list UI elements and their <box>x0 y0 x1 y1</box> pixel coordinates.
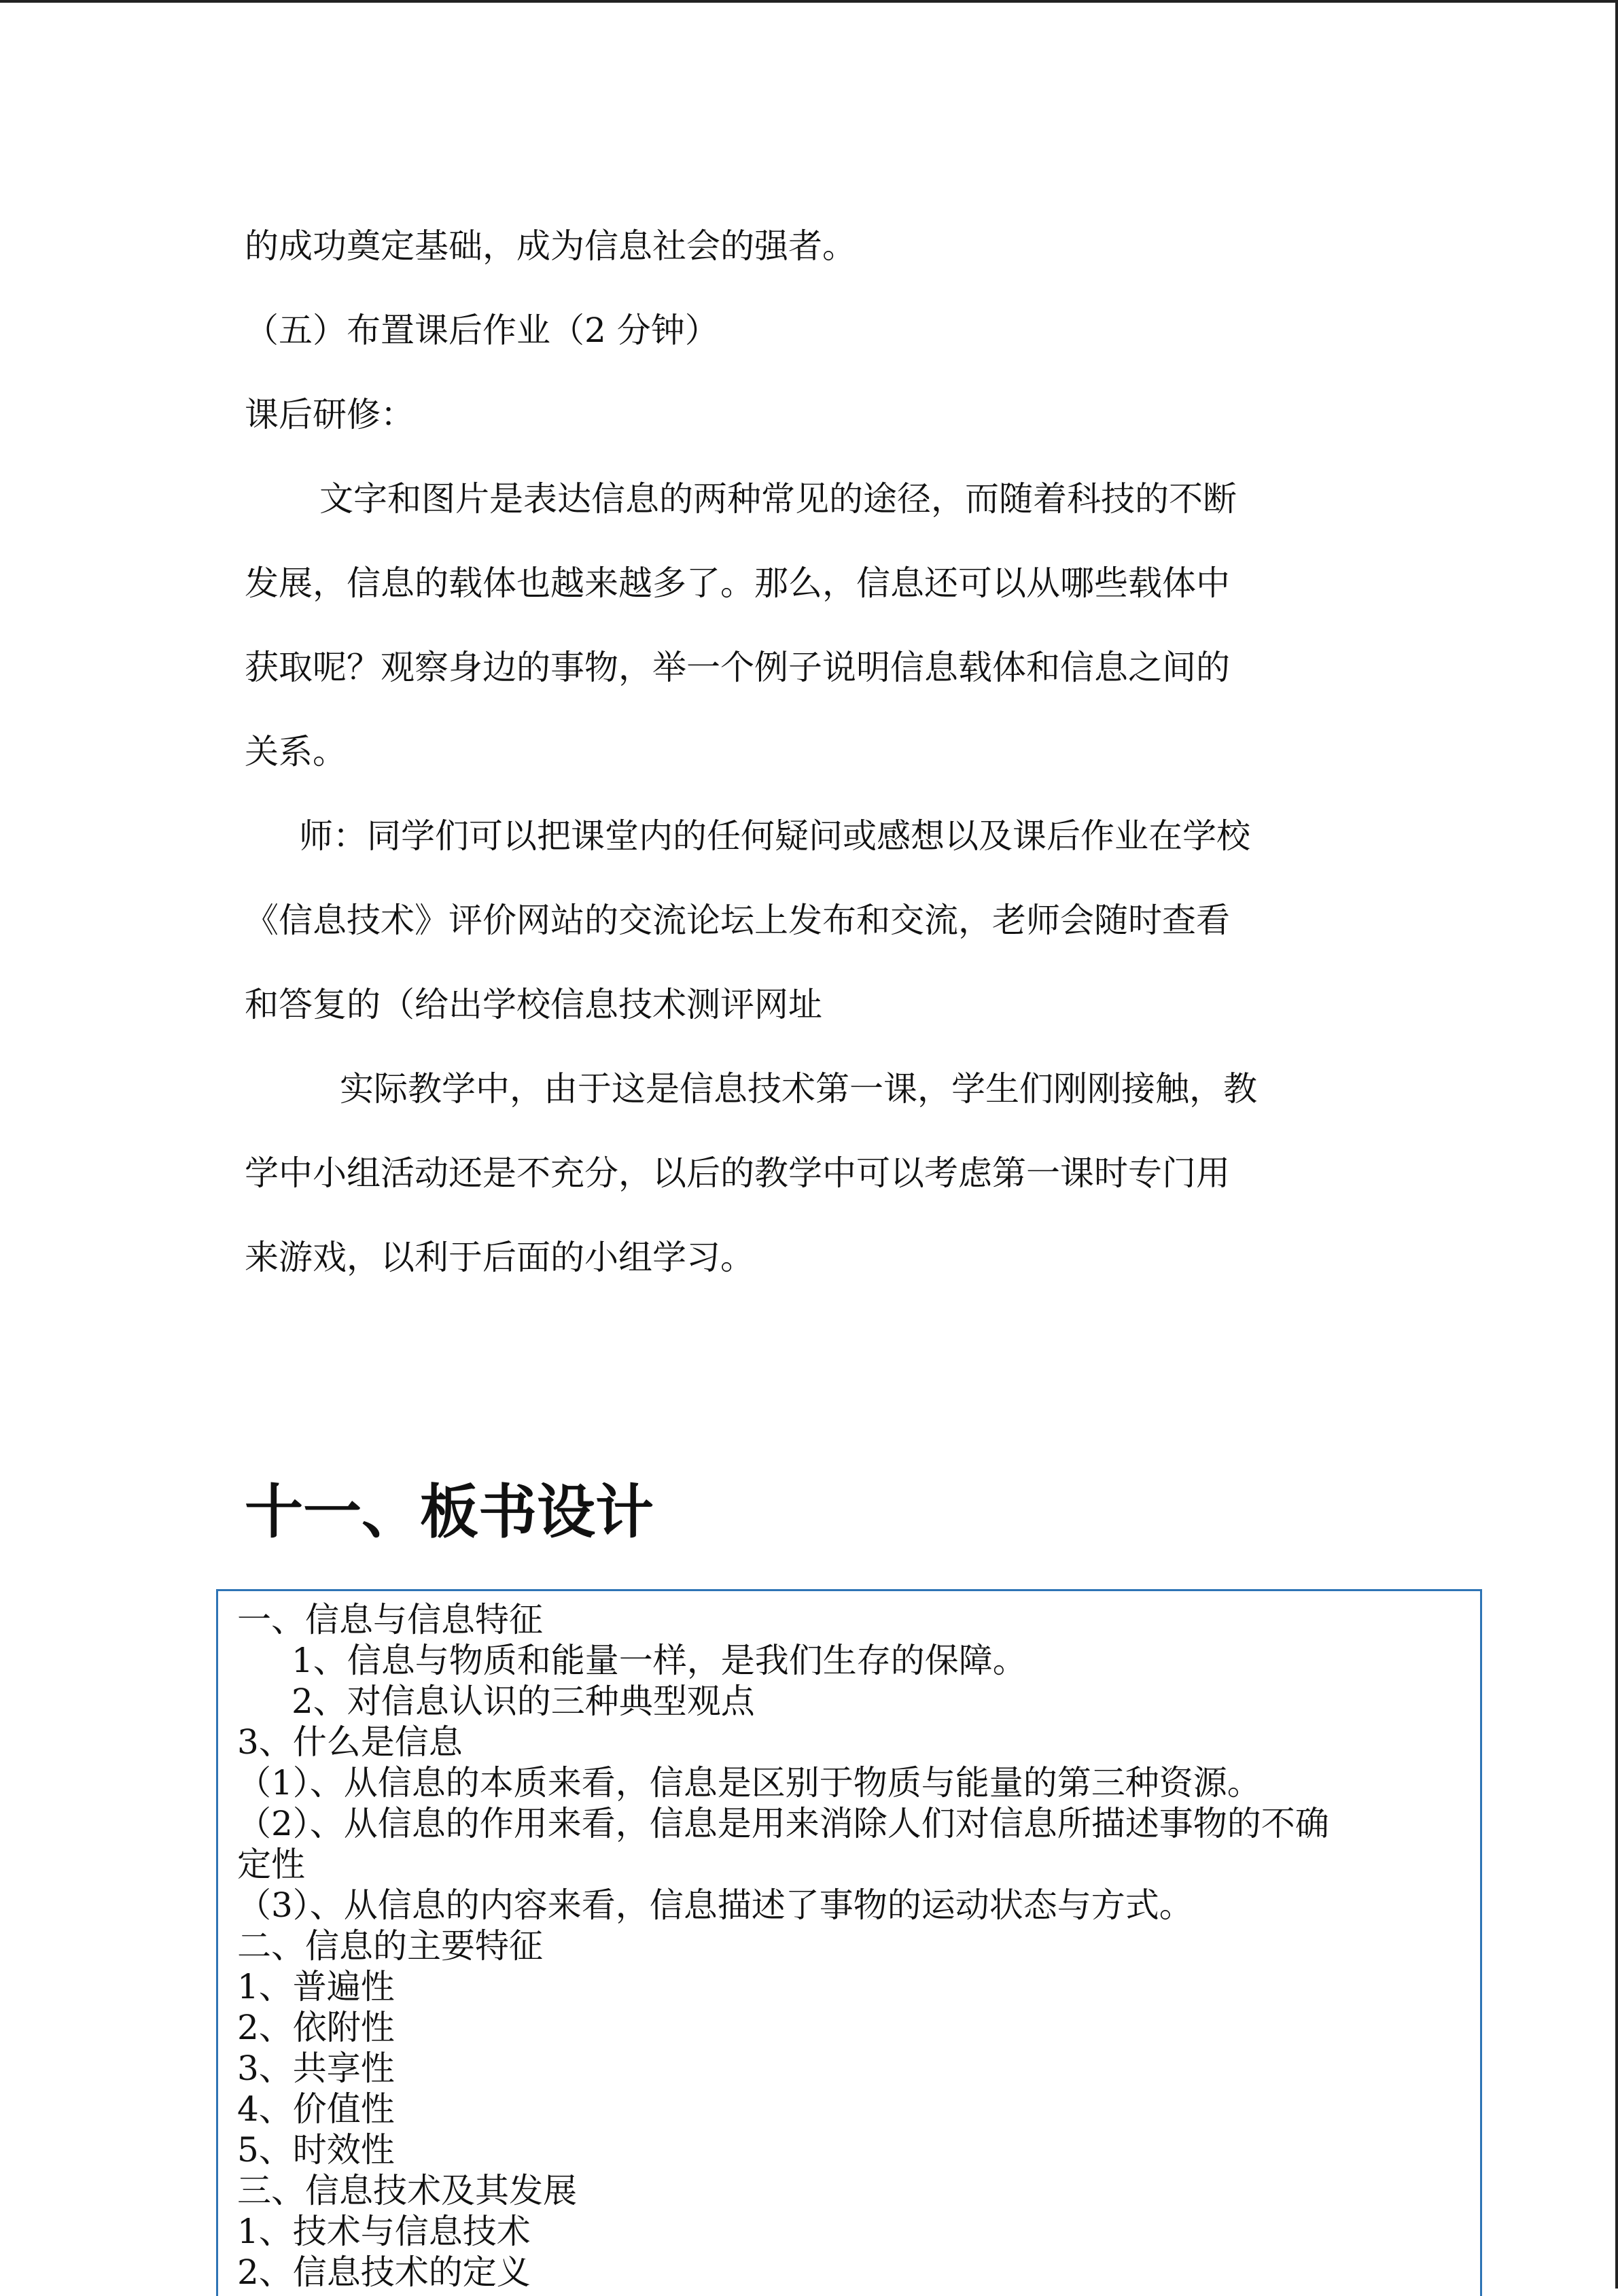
paragraph-line: 和答复的（给出学校信息技术测评网址 <box>245 985 822 1024</box>
board-line: （2）、从信息的作用来看，信息是用来消除人们对信息所描述事物的不确 <box>237 1804 1329 1843</box>
board-line: 3、共享性 <box>237 2049 395 2088</box>
page-right-border <box>1615 0 1618 2289</box>
board-line: 1、信息与物质和能量一样，是我们生存的保障。 <box>292 1641 1027 1680</box>
paragraph-line: 获取呢？观察身边的事物，举一个例子说明信息载体和信息之间的 <box>245 648 1230 687</box>
paragraph-line: 文字和图片是表达信息的两种常见的途径，而随着科技的不断 <box>319 479 1237 519</box>
paragraph-line: 实际教学中，由于这是信息技术第一课，学生们刚刚接触，教 <box>340 1069 1257 1109</box>
board-line: 三、信息技术及其发展 <box>237 2171 577 2210</box>
board-line: 3、什么是信息 <box>237 1722 463 1762</box>
board-line: 1、普遍性 <box>237 1967 395 2006</box>
board-line: 2、依附性 <box>237 2008 395 2047</box>
paragraph-line: 关系。 <box>245 732 347 771</box>
board-line: （3）、从信息的内容来看，信息描述了事物的运动状态与方式。 <box>237 1885 1193 1925</box>
paragraph-line: 来游戏，以利于后面的小组学习。 <box>245 1238 754 1277</box>
board-line: 一、信息与信息特征 <box>237 1600 543 1639</box>
paragraph-line: 《信息技术》评价网站的交流论坛上发布和交流，老师会随时查看 <box>245 901 1230 940</box>
paragraph-line: 学中小组活动还是不充分，以后的教学中可以考虑第一课时专门用 <box>245 1153 1230 1193</box>
paragraph-line: 课后研修： <box>245 395 415 434</box>
page-top-border <box>0 0 1618 3</box>
board-line: 4、价值性 <box>237 2089 395 2129</box>
board-line: （1）、从信息的本质来看，信息是区别于物质与能量的第三种资源。 <box>237 1763 1261 1803</box>
board-line: 2、信息技术的定义 <box>237 2252 531 2292</box>
section-heading: 十一、板书设计 <box>245 1478 654 1546</box>
board-line: 二、信息的主要特征 <box>237 1926 543 1966</box>
paragraph-line: 发展，信息的载体也越来越多了。那么，信息还可以从哪些载体中 <box>245 563 1230 603</box>
board-line: 2、对信息认识的三种典型观点 <box>292 1682 755 1721</box>
board-line: 定性 <box>237 1845 305 1884</box>
paragraph-line: （五）布置课后作业（2 分钟） <box>245 311 719 350</box>
board-line: 1、技术与信息技术 <box>237 2212 531 2251</box>
paragraph-line: 师：同学们可以把课堂内的任何疑问或感想以及课后作业在学校 <box>299 816 1250 856</box>
board-line: 5、时效性 <box>237 2130 395 2170</box>
paragraph-line: 的成功奠定基础，成为信息社会的强者。 <box>245 226 856 266</box>
body-text <box>245 204 1386 1300</box>
board-design-box <box>216 1589 1482 2296</box>
